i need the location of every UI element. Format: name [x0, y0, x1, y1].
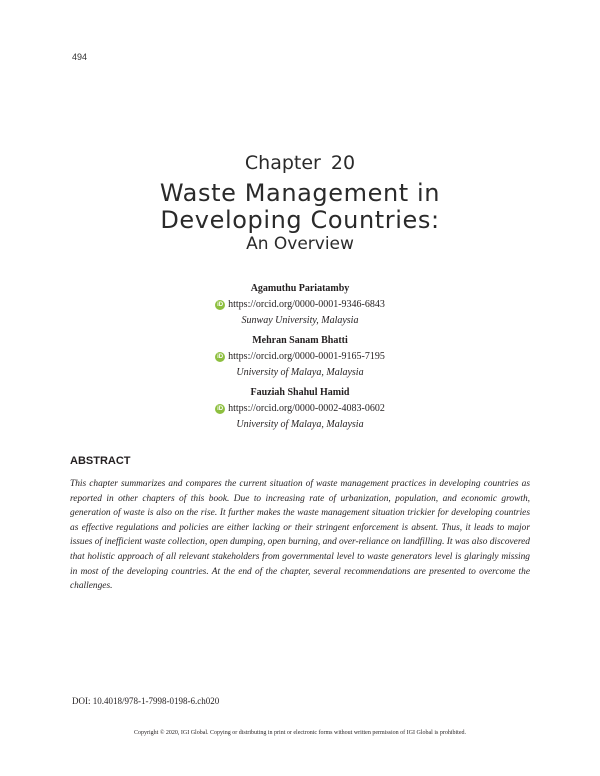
author-name: Mehran Sanam Bhatti [252, 335, 348, 346]
author-block [0, 333, 600, 381]
author-affiliation: University of Malaya, Malaysia [236, 367, 364, 378]
orcid-icon: iD [217, 406, 224, 412]
author-name: Fauziah Shahul Hamid [250, 387, 350, 398]
chapter-label: Chapter 20 [244, 152, 356, 174]
orcid-link[interactable]: https://orcid.org/0000-0002-4083-0602 [228, 403, 385, 414]
author-orcid [0, 401, 600, 417]
orcid-link[interactable]: https://orcid.org/0000-0001-9346-6843 [228, 299, 385, 310]
author-block [0, 281, 600, 329]
chapter-subtitle: An Overview [246, 234, 354, 254]
author-list [0, 281, 600, 437]
orcid-icon: iD [217, 354, 224, 360]
abstract-text: This chapter summarizes and compares the current situation of waste management practices in developing countries as reported in other chapters of this book. Due to increasing rate of urbanization, population, and economic growth, generation of waste is also on the rise. It further makes the waste management situation trickier for developing countries as effective regulations and policies are either lacking or their stringent enforcement is absent. Thus, it leads to major issues of inefficient waste collection, open dumping, open burning, and over-reliance on landfilling. It was also discovered that holistic approach of all relevant stakeholders from governmental level to waste generators level is glaringly missing in most of the developing countries. At the end of the chapter, several recommendations are presented to overcome the challenges. [70, 479, 530, 592]
author-affiliation: Sunway University, Malaysia [241, 315, 359, 326]
chapter-title [0, 180, 600, 234]
orcid-link[interactable]: https://orcid.org/0000-0001-9165-7195 [228, 351, 385, 362]
chapter-title-line-1: Waste Management in [159, 179, 441, 207]
orcid-icon: iD [217, 302, 224, 308]
author-block [0, 385, 600, 433]
copyright-notice: Copyright © 2020, IGI Global. Copying or distributing in print or electronic forms without written permission of IGI Global is prohibited. [133, 730, 466, 736]
author-name: Agamuthu Pariatamby [250, 283, 350, 294]
abstract-heading: ABSTRACT [70, 455, 131, 467]
doi: DOI: 10.4018/978-1-7998-0198-6.ch020 [72, 696, 220, 706]
author-orcid [0, 349, 600, 365]
author-affiliation: University of Malaya, Malaysia [236, 419, 364, 430]
page-number: 494 [72, 52, 88, 62]
author-orcid [0, 297, 600, 313]
chapter-title-line-2: Developing Countries: [160, 206, 440, 234]
